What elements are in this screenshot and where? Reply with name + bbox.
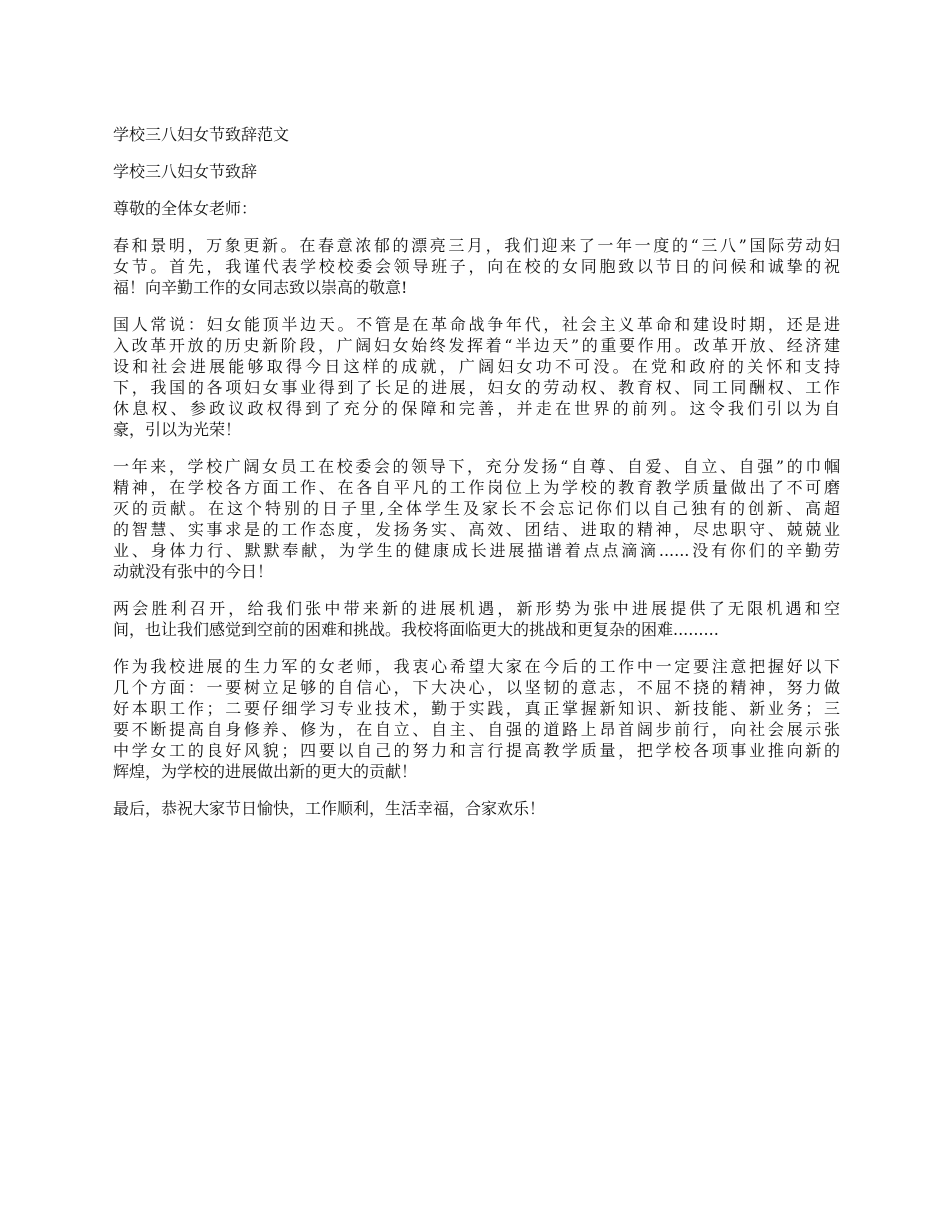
text-line: 两会胜利召开，给我们张中带来新的进展机遇，新形势为张中进展提供了无限机遇和空 [113,599,840,618]
paragraph-closing [113,798,840,819]
text-line: 福！向辛勤工作的女同志致以崇高的敬意! [113,278,408,297]
document-body [113,124,840,835]
text-line: 中学女工的良好风貌；四要以自己的努力和言行提高教学质量，把学校各项事业推向新的 [113,741,840,760]
text-line: 女节。首先，我谨代表学校校委会领导班子，向在校的女同胞致以节日的问候和诚挚的祝 [113,257,840,276]
document-subtitle: 学校三八妇女节致辞 [113,162,258,181]
text-line: 入改革开放的历史新阶段，广阔妇女始终发挥着“半边天”的重要作用。改革开放、经济建 [113,336,840,355]
text-line: 精神，在学校各方面工作、在各自平凡的工作岗位上为学校的教育教学质量做出了不可磨 [113,478,840,497]
text-line: 豪，引以为光荣！ [113,420,242,439]
paragraph-two-sessions [113,598,840,640]
text-line: 设和社会进展能够取得今日这样的成就，广阔妇女功不可没。在党和政府的关怀和支持 [113,357,840,376]
text-line: 作为我校进展的生力军的女老师，我衷心希望大家在今后的工作中一定要注意把握好以下 [113,657,840,676]
text-line: 几个方面：一要树立足够的自信心，下大决心，以坚韧的意志，不屈不挠的精神，努力做 [113,678,840,697]
text-line: 休息权、参政议政权得到了充分的保障和完善，并走在世界的前列。这令我们引以为自 [113,399,840,418]
text-line: 下，我国的各项妇女事业得到了长足的进展，妇女的劳动权、教育权、同工同酬权、工作 [113,378,840,397]
text-line: 国人常说：妇女能顶半边天。不管是在革命战争年代，社会主义革命和建设时期，还是进 [113,315,840,334]
paragraph-hopes [113,656,840,782]
paragraph-opening [113,235,840,298]
text-line: 春和景明，万象更新。在春意浓郁的漂亮三月，我们迎来了一年一度的“三八”国际劳动妇 [113,236,840,255]
paragraph-year-review [113,456,840,582]
text-line: 间，也让我们感觉到空前的困难和挑战。我校将面临更大的挑战和更复杂的困难......... [113,620,719,639]
text-line: 辉煌，为学校的进展做出新的更大的贡献！ [113,762,418,781]
text-line: 灭的贡献。在这个特别的日子里,全体学生及家长不会忘记你们以自己独有的创新、高超 [113,499,840,518]
text-line: 业、身体力行、默默奉献，为学生的健康成长进展描谱着点点滴滴......没有你们的辛勤劳 [113,541,840,560]
text-line: 一年来，学校广阔女员工在校委会的领导下，充分发扬“自尊、自爱、自立、自强”的巾帼 [113,457,840,476]
text-line: 好本职工作；二要仔细学习专业技术，勤于实践，真正掌握新知识、新技能、新业务；三 [113,699,840,718]
text-line: 最后，恭祝大家节日愉快，工作顺利，生活幸福，合家欢乐！ [113,799,546,818]
document-title: 学校三八妇女节致辞范文 [113,125,290,144]
salutation: 尊敬的全体女老师： [113,199,258,218]
text-line: 的智慧、实事求是的工作态度，发扬务实、高效、团结、进取的精神，尽忠职守、兢兢业 [113,520,840,539]
paragraph-half-sky [113,314,840,440]
text-line: 要不断提高自身修养、修为，在自立、自主、自强的道路上昂首阔步前行，向社会展示张 [113,720,840,739]
text-line: 动就没有张中的今日！ [113,562,274,581]
